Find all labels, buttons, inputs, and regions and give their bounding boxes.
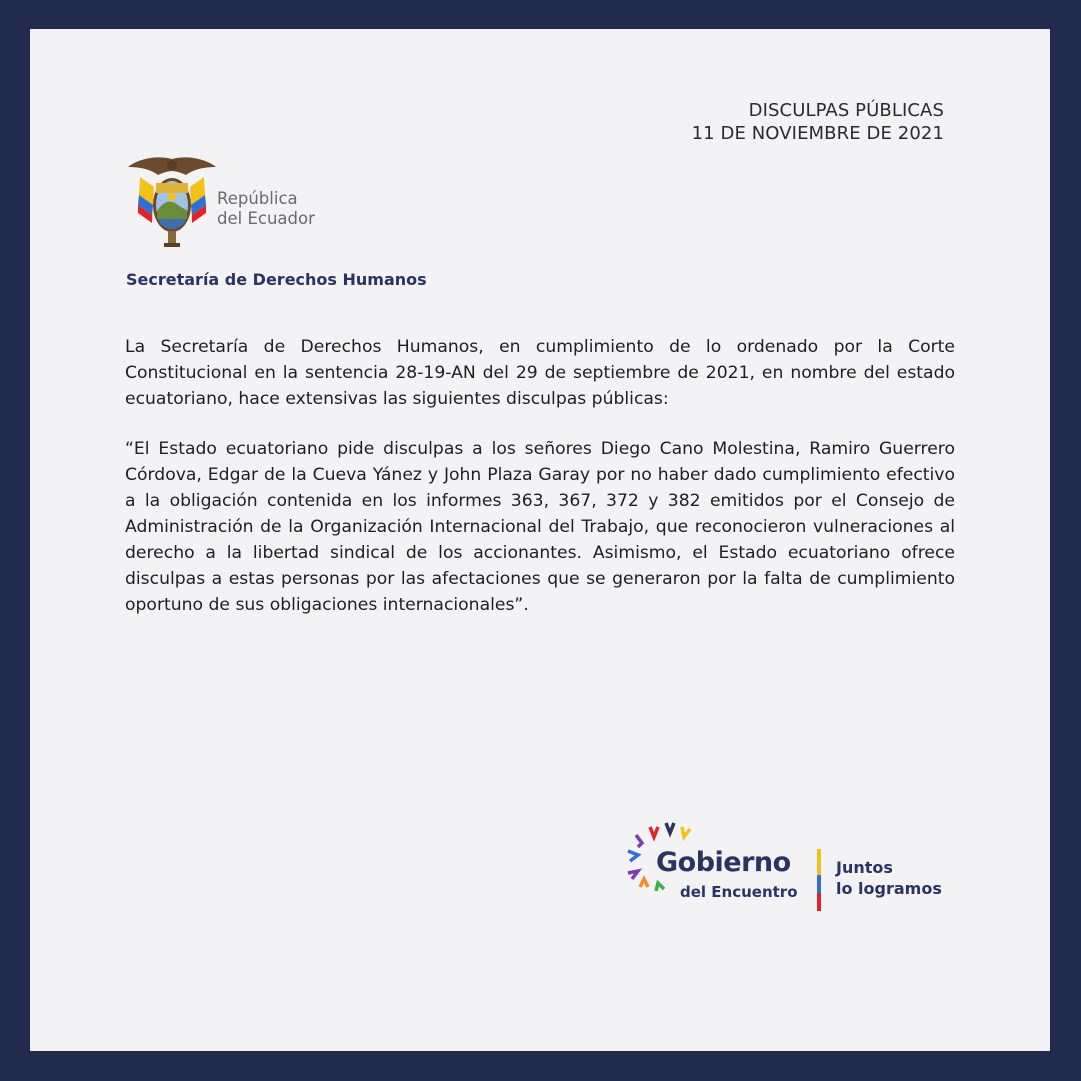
statement-paragraph-2: “El Estado ecuatoriano pide disculpas a los señores Diego Cano Molestina, Ramiro Guerrero Córdova, Edgar de la Cueva Yánez y John Plaza Garay por no haber dado cumplimiento efectivo a la obligación contenida en los informes 363, 367, 372 y 382 emitidos por el Consejo de Administración de la Organización Internacional del Trabajo, que reconocieron vulneraciones al derecho a la libertad sindical de los accionantes. Asimismo, el Estado ecuatoriano ofrece disculpas a estas personas por las afectaciones que se generaron por la falta de cumplimiento oportuno de sus obligaciones internacionales”.	[125, 439, 955, 615]
republic-line2: del Ecuador	[217, 209, 315, 228]
document-page	[30, 29, 1050, 1051]
ecuador-coat-of-arms-icon	[126, 153, 218, 253]
republic-line1: República	[217, 189, 298, 208]
logo-encuentro-text: del Encuentro	[680, 883, 798, 901]
tricolor-divider	[817, 849, 821, 911]
gobierno-del-encuentro-logo	[626, 821, 966, 911]
logo-gobierno-text: Gobierno	[656, 847, 791, 878]
slogan-line1: Juntos	[836, 858, 893, 877]
statement-paragraph-1: La Secretaría de Derechos Humanos, en cumplimiento de lo ordenado por la Corte Constitucional en la sentencia 28-19-AN del 29 de septiembre de 2021, en nombre del estado ecuatoriano, hace extensivas las siguientes disculpas públicas:	[125, 337, 955, 409]
logo-slogan	[836, 857, 942, 899]
header-title: DISCULPAS PÚBLICAS	[748, 100, 944, 121]
statement-body	[125, 334, 955, 642]
document-header	[692, 99, 944, 145]
slogan-line2: lo logramos	[836, 879, 942, 898]
header-date: 11 DE NOVIEMBRE DE 2021	[691, 123, 944, 144]
secretariat-name: Secretaría de Derechos Humanos	[126, 270, 427, 289]
republic-wordmark	[217, 189, 315, 229]
